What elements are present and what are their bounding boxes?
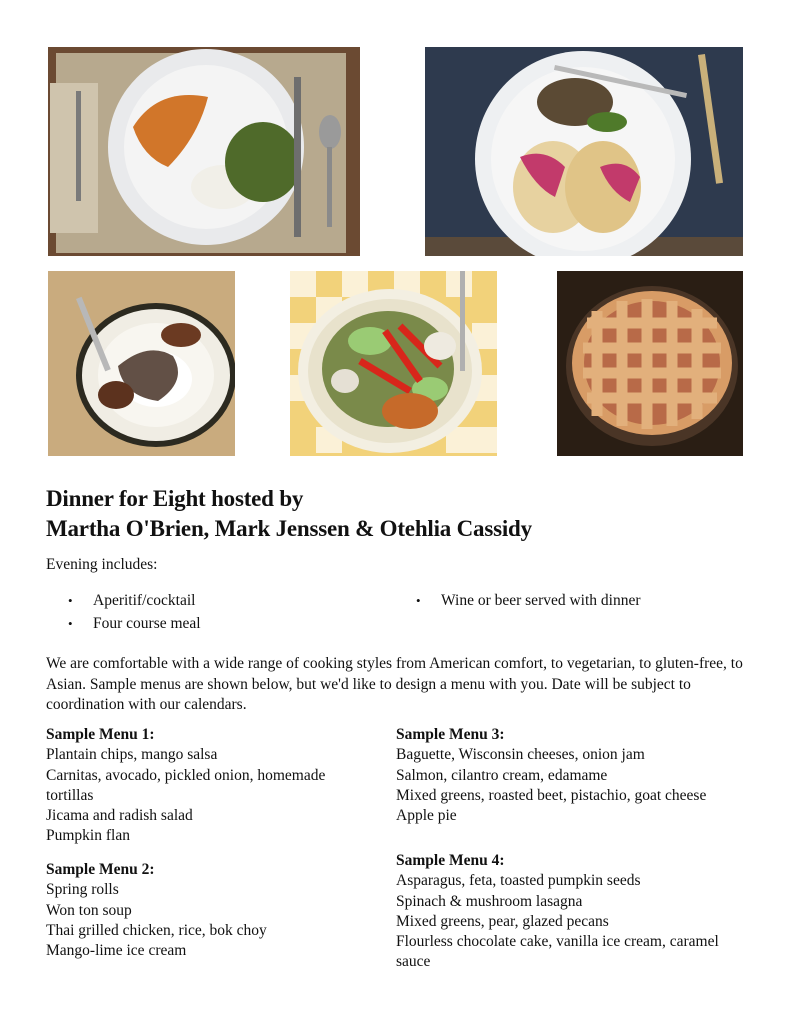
menu-item: Mixed greens, pear, glazed pecans — [396, 912, 609, 930]
bullet-item — [68, 590, 201, 613]
menu-item: Baguette, Wisconsin cheeses, onion jam — [396, 746, 645, 764]
menu-item: Salmon, cilantro cream, edamame — [396, 766, 608, 784]
menu-item: Apple pie — [396, 807, 457, 825]
menu-item: Mixed greens, roasted beet, pistachio, goat cheese — [396, 786, 707, 804]
menu-title: Sample Menu 1: — [46, 726, 155, 743]
bullet-dot: • — [68, 593, 73, 609]
photo-salad-bowl — [290, 271, 497, 456]
sample-menu-2 — [46, 860, 376, 961]
menu-title: Sample Menu 3: — [396, 726, 505, 743]
bullet-list-right — [416, 590, 641, 613]
bullet-text: Aperitif/cocktail — [93, 592, 196, 610]
bullet-text: Four course meal — [93, 615, 201, 633]
menu-item: Won ton soup — [46, 901, 132, 919]
bullet-list-left — [68, 590, 201, 636]
menu-item: Spinach & mushroom lasagna — [396, 892, 583, 910]
sample-menu-3 — [396, 725, 756, 826]
menu-item: Mango-lime ice cream — [46, 942, 187, 960]
menu-item: Asparagus, feta, toasted pumpkin seeds — [396, 872, 641, 890]
menu-item: Thai grilled chicken, rice, bok choy — [46, 921, 267, 939]
menu-item: Plantain chips, mango salsa — [46, 746, 218, 764]
sample-menu-4 — [396, 851, 756, 973]
title-line-1: Dinner for Eight hosted by — [46, 486, 304, 511]
menu-item: Flourless chocolate cake, vanilla ice cream, caramel sauce — [396, 933, 719, 971]
menu-title: Sample Menu 4: — [396, 852, 505, 869]
title-line-2: Martha O'Brien, Mark Jenssen & Otehlia Cassidy — [46, 516, 532, 541]
menu-item: Pumpkin flan — [46, 827, 130, 845]
sample-menu-1 — [46, 725, 376, 847]
menu-item: Spring rolls — [46, 881, 119, 899]
bullet-dot: • — [68, 616, 73, 632]
description-paragraph: We are comfortable with a wide range of cooking styles from American comfort, to vegetarian, to gluten-free, to Asian. Sample menus are shown below, but we'd like to design a menu with you. Date will be subject to coordination with our calendars. — [46, 655, 743, 713]
photo-sweet-potato-dinner — [48, 47, 360, 256]
bullet-item — [416, 590, 641, 613]
menu-item: Jicama and radish salad — [46, 807, 193, 825]
page-title — [46, 484, 532, 544]
bullet-item — [68, 613, 201, 636]
menu-item: Carnitas, avocado, pickled onion, homemade tortillas — [46, 766, 326, 804]
menu-title: Sample Menu 2: — [46, 861, 155, 878]
photo-carnitas-tacos — [425, 47, 743, 256]
bullet-dot: • — [416, 593, 421, 609]
intro-text: Evening includes: — [46, 556, 158, 573]
bullet-text: Wine or beer served with dinner — [441, 592, 641, 610]
photo-plantain-dessert — [48, 271, 235, 456]
photo-apple-pie — [557, 271, 743, 456]
